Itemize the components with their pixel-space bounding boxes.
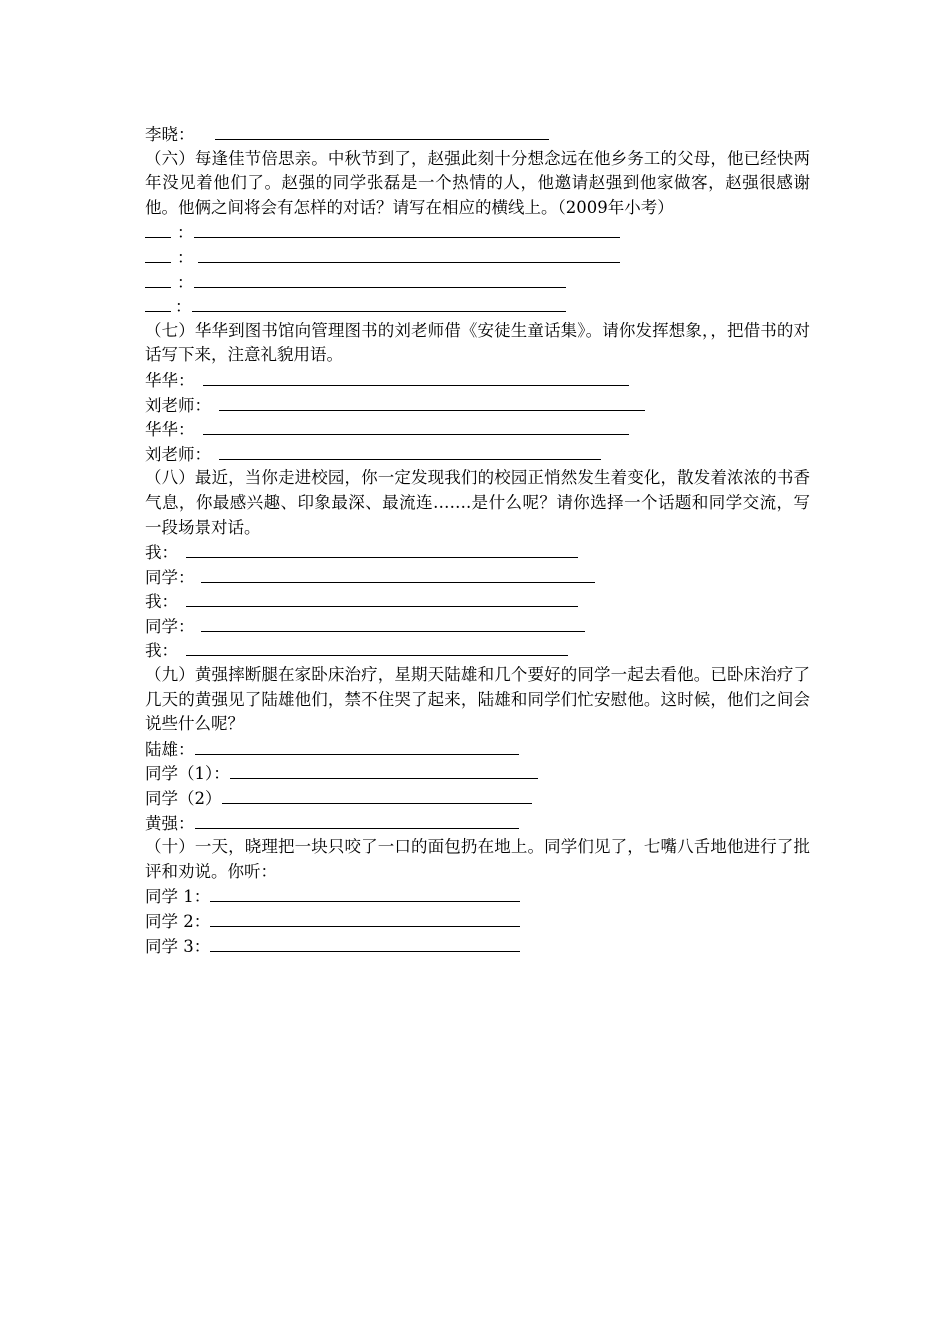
speaker-label: 华华： xyxy=(145,420,195,440)
answer-blank[interactable] xyxy=(222,786,532,804)
colon: ： xyxy=(177,272,194,292)
answer-blank[interactable] xyxy=(219,393,645,411)
speaker-label: 同学 2： xyxy=(145,912,211,931)
speaker-label: 同学（2） xyxy=(145,789,222,809)
colon: ： xyxy=(177,247,194,267)
answer-blank[interactable] xyxy=(210,934,520,952)
answer-blank[interactable] xyxy=(219,442,601,460)
colon: ： xyxy=(177,223,194,243)
q6-row xyxy=(145,270,810,295)
answer-blank[interactable] xyxy=(186,589,578,607)
answer-blank[interactable] xyxy=(215,122,549,140)
q9-row xyxy=(145,761,810,786)
answer-blank[interactable] xyxy=(186,638,568,656)
speaker-label: 我： xyxy=(145,641,178,661)
speaker-label: 同学（1）： xyxy=(145,764,230,784)
speaker-label: 华华： xyxy=(145,370,195,390)
q10-row xyxy=(145,909,810,934)
speaker-label: 我： xyxy=(145,543,178,563)
answer-blank[interactable] xyxy=(203,417,629,435)
speaker-label: 李晓： xyxy=(145,125,195,144)
q7-row xyxy=(145,417,810,442)
q9-row xyxy=(145,811,810,836)
speaker-label: 我： xyxy=(145,592,178,612)
speaker-label: 同学： xyxy=(145,567,195,587)
answer-blank[interactable] xyxy=(230,761,538,779)
speaker-label: 刘老师： xyxy=(145,395,211,415)
q9-row xyxy=(145,786,810,811)
answer-blank[interactable] xyxy=(210,884,520,902)
answer-blank[interactable] xyxy=(194,270,566,288)
answer-blank[interactable] xyxy=(201,565,595,583)
q8-row xyxy=(145,540,810,565)
q9-row xyxy=(145,737,810,762)
question-6-text: （六）每逢佳节倍思亲。中秋节到了，赵强此刻十分想念远在他乡务工的父母，他已经快两年没见着他们了。赵强的同学张磊是一个热情的人，他邀请赵强到他家做客，赵强很感谢他。他俩之间将会有怎样的对话？请写在相应的横线上。（2009年小考） xyxy=(145,148,810,217)
answer-blank[interactable] xyxy=(201,614,585,632)
q10-row xyxy=(145,884,810,909)
colon: ： xyxy=(175,297,192,317)
answer-blank[interactable] xyxy=(194,220,620,238)
q10-row xyxy=(145,934,810,959)
speaker-blank[interactable] xyxy=(145,294,171,312)
speaker-blank[interactable] xyxy=(145,245,171,263)
q8-row xyxy=(145,614,810,639)
q6-row xyxy=(145,245,810,270)
question-7-text: （七）华华到图书馆向管理图书的刘老师借《安徒生童话集》。请你发挥想象，，把借书的对话写下来，注意礼貌用语。 xyxy=(145,320,810,365)
q7-row xyxy=(145,442,810,467)
li-xiao-row xyxy=(145,122,810,147)
speaker-blank[interactable] xyxy=(145,270,171,288)
question-9-text: （九）黄强摔断腿在家卧床治疗，星期天陆雄和几个要好的同学一起去看他。已卧床治疗了几天的黄强见了陆雄他们，禁不住哭了起来，陆雄和同学们忙安慰他。这时候，他们之间会说些什么呢？ xyxy=(145,665,810,734)
q8-row xyxy=(145,638,810,663)
speaker-label: 陆雄： xyxy=(145,739,195,759)
speaker-blank[interactable] xyxy=(145,220,171,238)
speaker-label: 同学 1： xyxy=(145,887,211,907)
speaker-label: 黄强： xyxy=(145,813,195,833)
speaker-label: 同学： xyxy=(145,616,195,636)
q6-row xyxy=(145,294,810,319)
q6-row xyxy=(145,220,810,245)
speaker-label: 同学 3： xyxy=(145,936,211,956)
worksheet-page xyxy=(145,122,810,958)
q7-row xyxy=(145,393,810,418)
question-8-text: （八）最近，当你走进校园，你一定发现我们的校园正悄然发生着变化，散发着浓浓的书香气息，你最感兴趣、印象最深、最流连…….是什么呢？请你选择一个话题和同学交流，写一段场景对话。 xyxy=(145,468,810,537)
q7-row xyxy=(145,368,810,393)
answer-blank[interactable] xyxy=(186,540,578,558)
question-10-text: （十）一天，晓理把一块只咬了一口的面包扔在地上。同学们见了，七嘴八舌地他进行了批评和劝说。你听： xyxy=(145,837,810,881)
answer-blank[interactable] xyxy=(198,245,620,263)
answer-blank[interactable] xyxy=(195,737,519,755)
q8-row xyxy=(145,565,810,590)
answer-blank[interactable] xyxy=(203,368,629,386)
q8-row xyxy=(145,589,810,614)
answer-blank[interactable] xyxy=(210,909,520,927)
answer-blank[interactable] xyxy=(192,294,566,312)
speaker-label: 刘老师： xyxy=(145,444,211,464)
answer-blank[interactable] xyxy=(195,811,519,829)
